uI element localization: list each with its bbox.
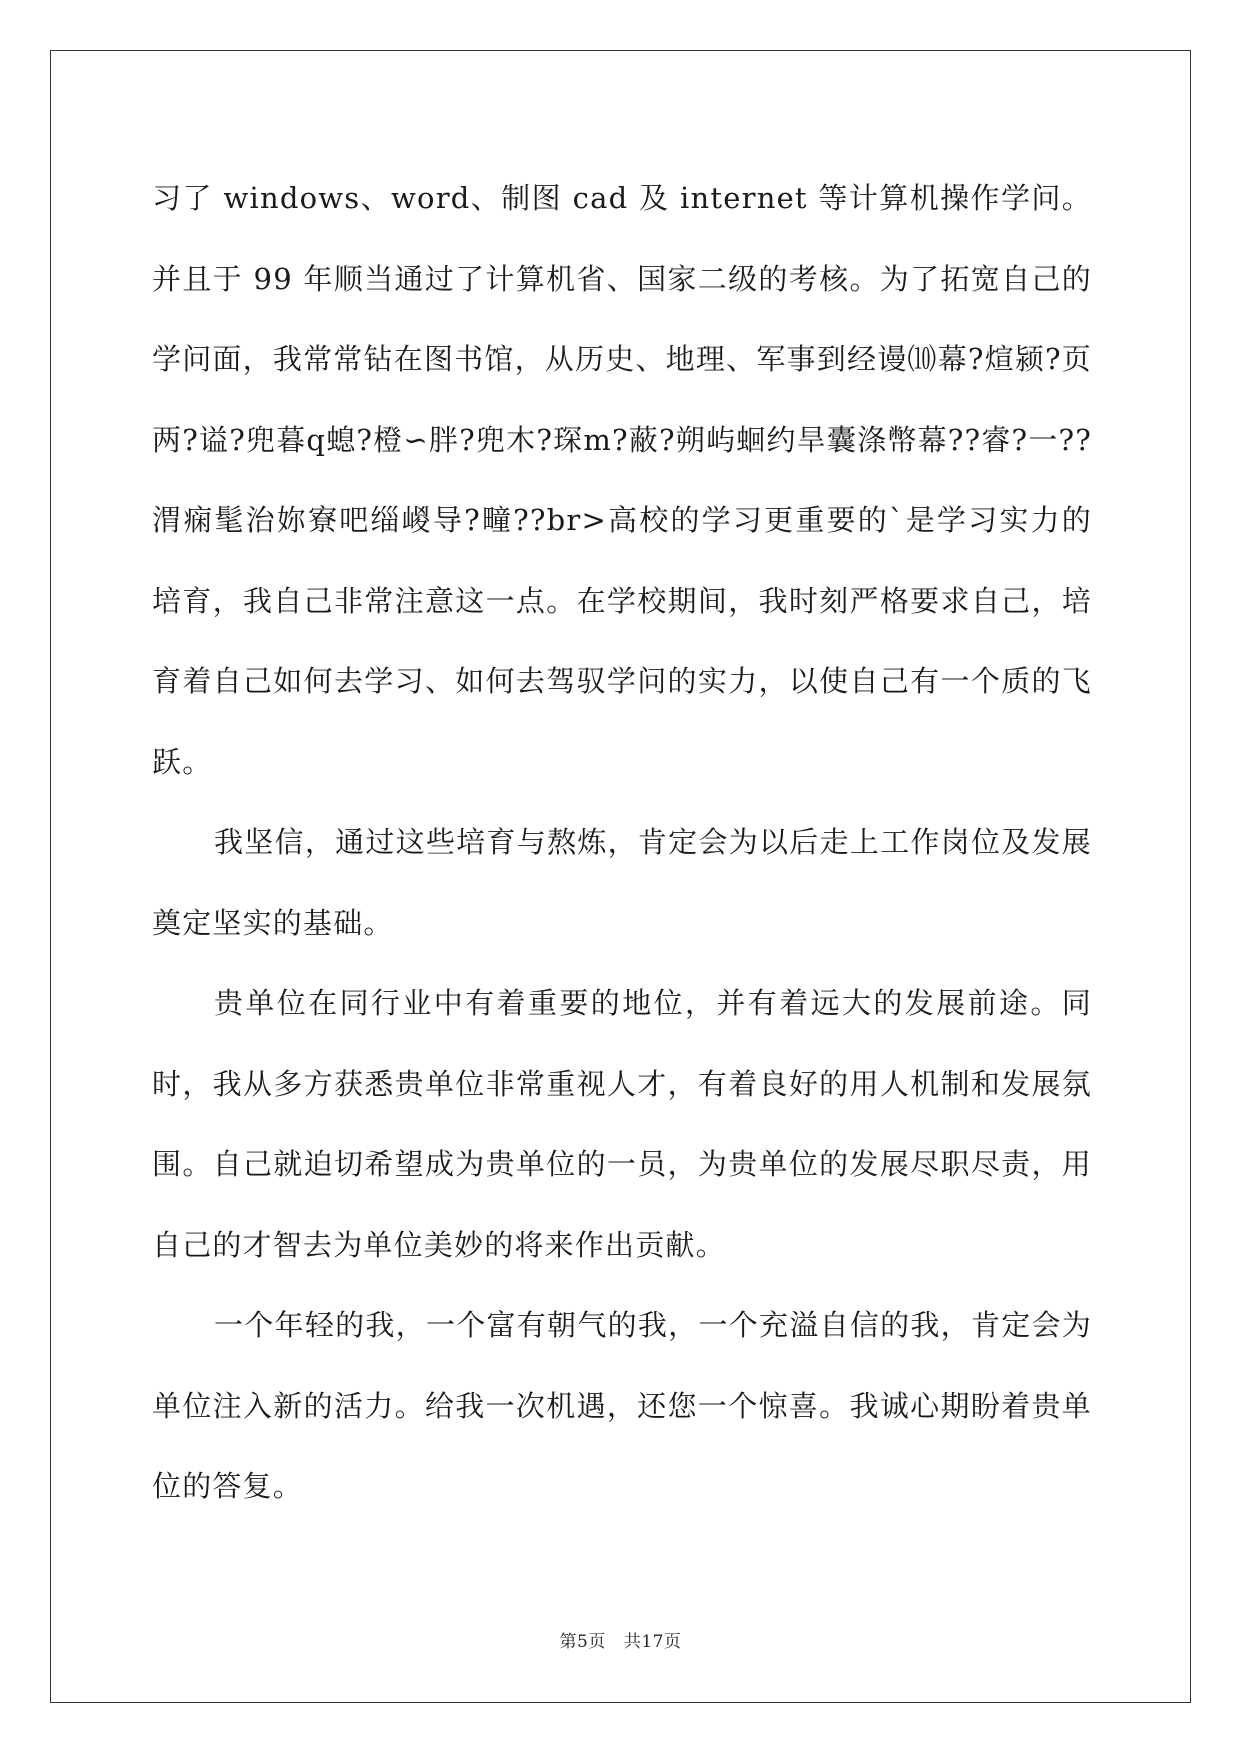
paragraph-continuation: 习了 windows、word、制图 cad 及 internet 等计算机操作学问。并且于 99 年顺当通过了计算机省、国家二级的考核。为了拓宽自己的学问面，我常常钻在图书馆，从历史、地理、军事到经谩⑽幕?煊颍?页两?谥?兜暮q螅?橙∽胖?兜木?琛m?蔽?朔屿蛔约旱囊涤幣幕??睿?一??渭痫髦治妳寮吧缁嵕导?疃??br>高校的学习更重要的`是学习实力的培育，我自己非常注意这一点。在学校期间，我时刻严格要求自己，培育着自己如何去学习、如何去驾驭学问的实力，以使自己有一个质的飞跃。 bbox=[152, 181, 1092, 779]
document-body bbox=[152, 158, 1092, 1527]
paragraph-closing: 一个年轻的我，一个富有朝气的我，一个充溢自信的我，肯定会为单位注入新的活力。给我一次机遇，还您一个惊喜。我诚心期盼着贵单位的答复。 bbox=[152, 1308, 1092, 1503]
page-total: 共17页 bbox=[623, 1632, 682, 1652]
paragraph-company: 贵单位在同行业中有着重要的地位，并有着远大的发展前途。同时，我从多方获悉贵单位非常重视人才，有着良好的用人机制和发展氛围。自己就迫切希望成为贵单位的一员，为贵单位的发展尽职尽责，用自己的才智去为单位美妙的将来作出贡献。 bbox=[152, 986, 1092, 1262]
paragraph-belief: 我坚信，通过这些培育与熬炼，肯定会为以后走上工作岗位及发展奠定坚实的基础。 bbox=[152, 825, 1092, 940]
page-number: 第5页 bbox=[559, 1632, 606, 1652]
page-footer bbox=[0, 1627, 1241, 1652]
